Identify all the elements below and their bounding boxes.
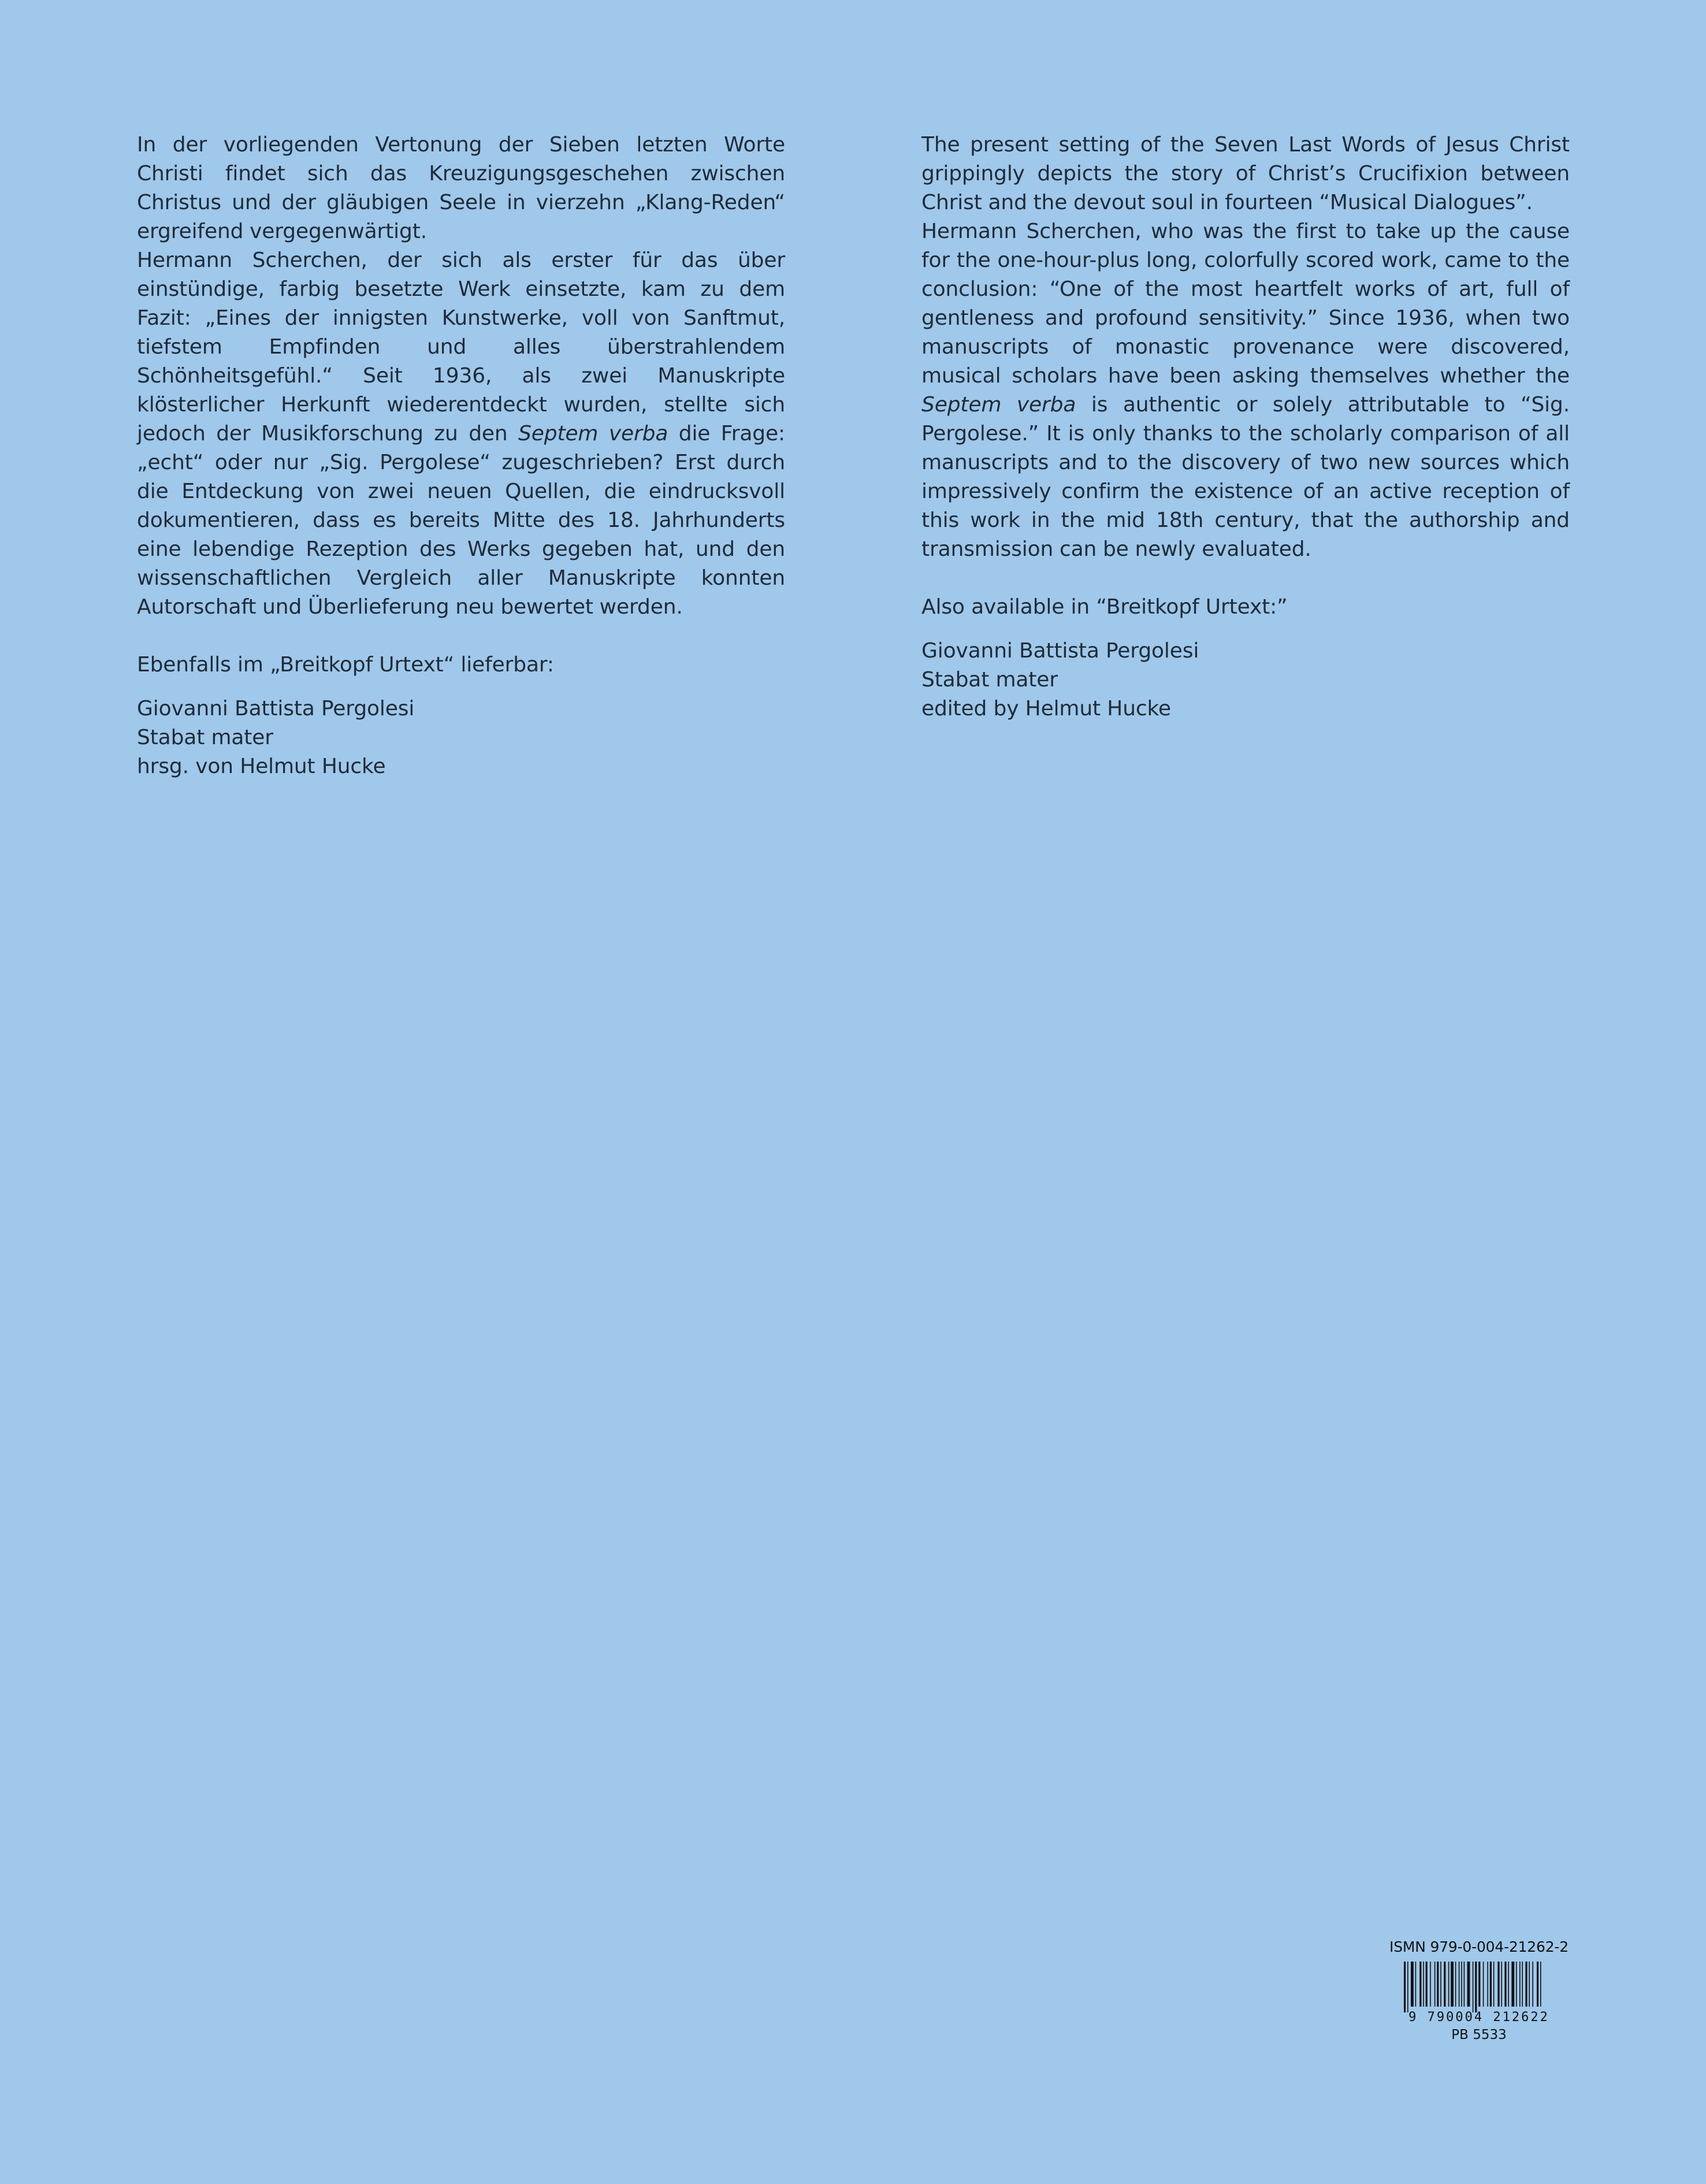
german-editor: hrsg. von Helmut Hucke (137, 755, 386, 778)
english-editor: edited by Helmut Hucke (921, 697, 1171, 720)
english-intro-paragraph: The present setting of the Seven Last Words of Jesus Christ grippingly depicts the story of Christ’s Crucifixion between Christ and the devout soul in fourteen “Musical Dialogues”. (921, 133, 1570, 214)
german-reception-paragraph (137, 246, 785, 622)
barcode-block (1389, 1938, 1569, 2044)
barcode-digits: 9 790004 212622 (1408, 2010, 1549, 2024)
english-reception-text-2: is authentic or solely attributable to “Sig. Pergolese.” It is only thanks to the scholarly comparison of all manuscripts and to the discovery of two new sources which impressively confirm the existence of an active reception of this work in the mid 18th century, that the authorship and transmission can be newly evaluated. (921, 393, 1570, 561)
german-intro-paragraph: In der vorliegenden Vertonung der Sieben letzten Worte Christi findet sich das Kreuzigungsgeschehen zwischen Christus und der gläubigen Seele in vierzehn „Klang-Reden“ ergreifend vergegenwärtigt. (137, 133, 785, 243)
english-also-available: Also available in “Breitkopf Urtext:” (921, 595, 1288, 619)
english-work-title-italic: Septem verba (921, 393, 1076, 417)
german-work-title-italic: Septem verba (518, 422, 668, 445)
german-work: Stabat mater (137, 726, 273, 749)
english-reception-text-1: Hermann Scherchen, who was the first to take up the cause for the one-hour-plus long, colorfully scored work, came to the conclusion: “One of the most heartfelt works of art, full of gentleness and profound sensitivity.” Since 1936, when two manuscripts of monastic provenance were discovered, musical scholars have been asking themselves whether the (921, 220, 1570, 388)
barcode-icon (1392, 1959, 1566, 2024)
english-work: Stabat mater (921, 668, 1058, 692)
ismn-label: ISMN 979-0-004-21262-2 (1389, 1938, 1569, 1955)
german-reception-text-2: die Frage: „echt“ oder nur „Sig. Pergolese“ zugeschrieben? Erst durch die Entdeckung von zwei neuen Quellen, die eindrucksvoll dokumentieren, dass es bereits Mitte des 18. Jahrhunderts eine lebendige Rezeption des Werks gegeben hat, und den wissenschaftlichen Vergleich aller Manuskripte konnten Autorschaft und Überlieferung neu bewertet werden. (137, 422, 785, 619)
german-also-available: Ebenfalls im „Breitkopf Urtext“ lieferbar: (137, 653, 554, 677)
german-column (137, 131, 785, 781)
catalog-number: PB 5533 (1451, 2027, 1507, 2042)
german-composer: Giovanni Battista Pergolesi (137, 697, 415, 720)
german-reception-text-1: Hermann Scherchen, der sich als erster für das über einstündige, farbig besetzte Werk einsetzte, kam zu dem Fazit: „Eines der innigsten Kunstwerke, voll von Sanftmut, tiefstem Empfinden und alles überstrahlendem Schönheitsgefühl.“ Seit 1936, als zwei Manuskripte klösterlicher Herkunft wiederentdeckt wurden, stellte sich jedoch der Musikforschung zu den (137, 248, 785, 445)
english-reception-paragraph (921, 217, 1570, 564)
english-composer: Giovanni Battista Pergolesi (921, 639, 1199, 663)
english-column (921, 131, 1570, 723)
